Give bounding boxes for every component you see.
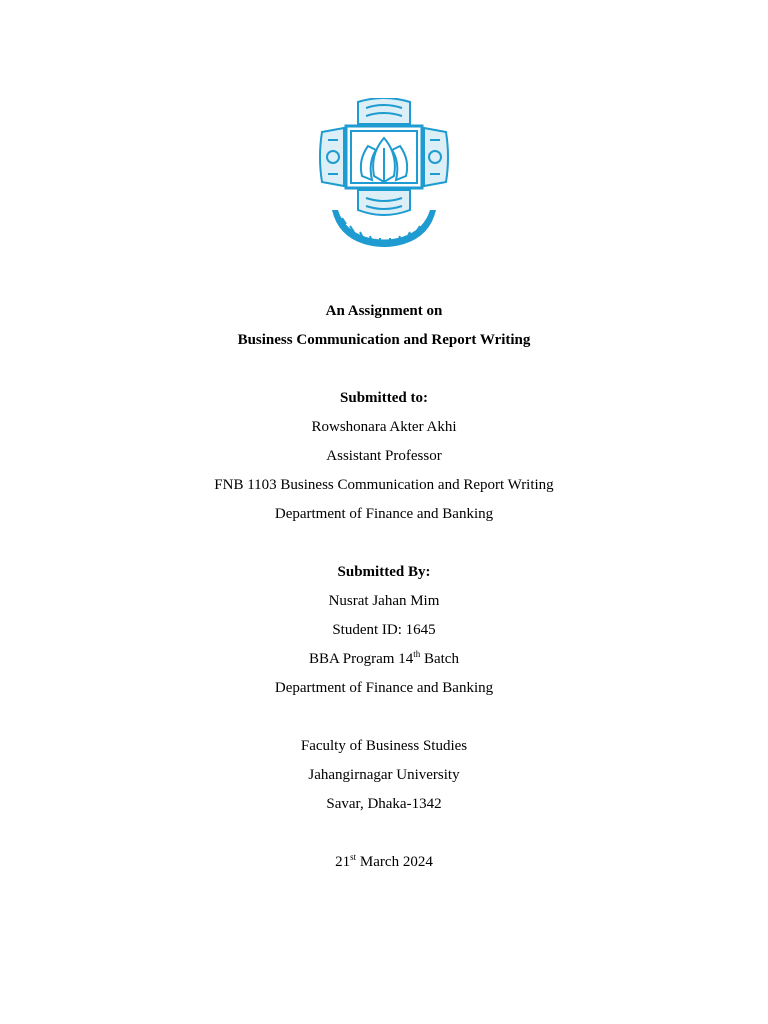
assignment-title-line2: Business Communication and Report Writing (237, 332, 531, 348)
assignment-title-line1: An Assignment on (325, 303, 443, 319)
address: Savar, Dhaka-1342 (326, 796, 442, 812)
submitted-to-department: Department of Finance and Banking (274, 506, 494, 522)
university: Jahangirnagar University (308, 767, 460, 783)
program-suffix: Batch (420, 651, 459, 667)
submission-date (0, 853, 768, 871)
submitted-to-name: Rowshonara Akter Akhi (311, 419, 457, 435)
submitted-by-heading: Submitted By: (337, 564, 431, 580)
program-batch (0, 650, 768, 668)
date-day: 21 (335, 854, 351, 870)
date-ordinal-suffix: st (350, 852, 357, 862)
submitted-to-designation: Assistant Professor (326, 448, 442, 464)
university-seal-logo (318, 98, 450, 252)
program-ordinal-suffix: th (413, 649, 421, 659)
program-prefix: BBA Program 14 (309, 651, 414, 667)
submitted-by-name: Nusrat Jahan Mim (328, 593, 440, 609)
faculty: Faculty of Business Studies (300, 738, 468, 754)
student-id: Student ID: 1645 (332, 622, 436, 638)
date-rest: March 2024 (356, 854, 433, 870)
submitted-by-department: Department of Finance and Banking (274, 680, 494, 696)
submitted-to-course: FNB 1103 Business Communication and Report Writing (214, 477, 554, 493)
submitted-to-heading: Submitted to: (340, 390, 428, 406)
